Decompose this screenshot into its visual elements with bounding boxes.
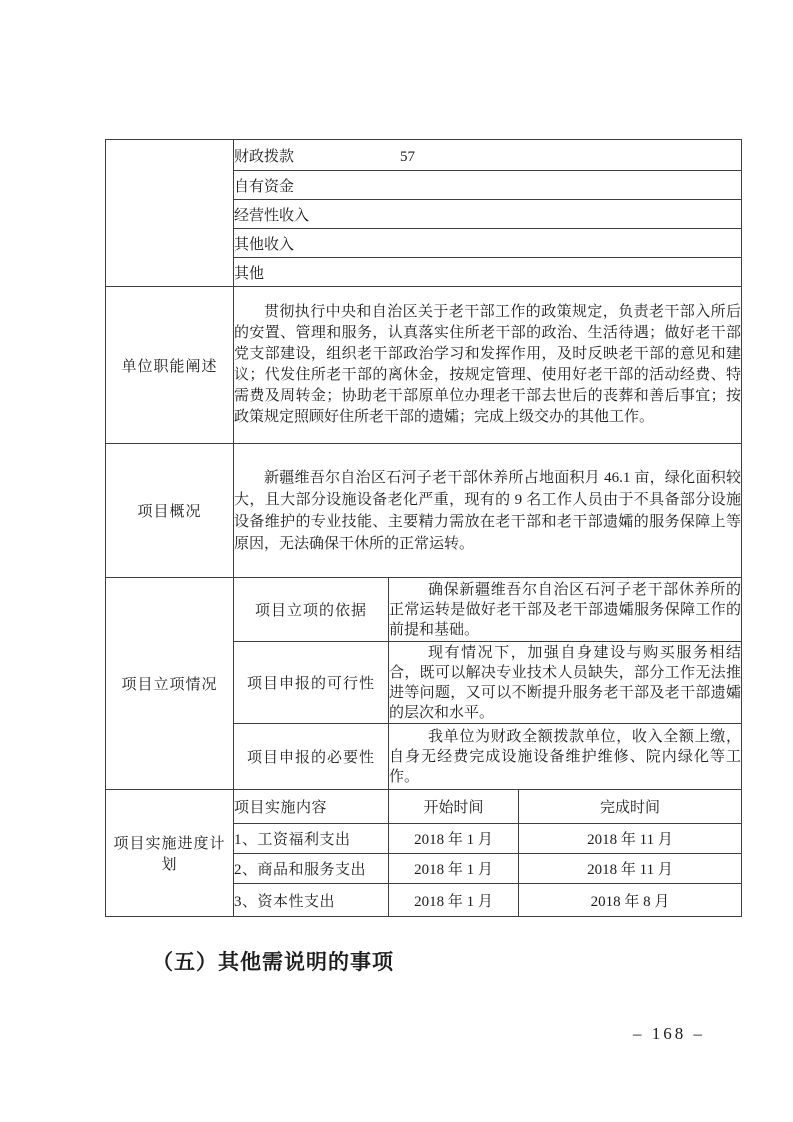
unit-function-text-cell (234, 287, 742, 444)
income-row-other (234, 258, 742, 287)
project-overview-label: 项目概况 (106, 444, 234, 578)
income-row-operating (234, 200, 742, 229)
table-row (106, 790, 742, 824)
unit-function-label: 单位职能阐述 (106, 287, 234, 444)
income-label: 财政拨款 (234, 148, 295, 165)
income-row-fiscal (234, 140, 742, 171)
schedule-row-end: 2018 年 8 月 (519, 884, 742, 917)
income-label: 其他 (234, 265, 265, 282)
schedule-row-end: 2018 年 11 月 (519, 854, 742, 884)
approval-feasibility-label: 项目申报的可行性 (234, 642, 389, 724)
approval-necessity-label: 项目申报的必要性 (234, 724, 389, 790)
schedule-row-content: 3、资本性支出 (234, 884, 389, 917)
unit-function-text: 贯彻执行中央和自治区关于老干部工作的政策规定，负责老干部入所后的安置、管理和服务，认真落实住所老干部的政治、生活待遇；做好老干部党支部建设，组织老干部政治学习和发挥作用，及时反映老干部的意见和建议；代发住所老干部的离休金，按规定管理、使用好老干部的活动经费、特需费及周转金；协助老干部原单位办理老干部去世后的丧葬和善后事宜；按政策规定照顾好住所老干部的遗孀；完成上级交办的其他工作。 (234, 304, 741, 425)
income-section-label-cell (106, 140, 234, 287)
page-number: – 168 – (633, 1024, 705, 1043)
schedule-row-start: 2018 年 1 月 (389, 884, 519, 917)
schedule-row-end: 2018 年 11 月 (519, 824, 742, 854)
approval-basis-text: 确保新疆维吾尔自治区石河子老干部休养所的正常运转是做好老干部及老干部遗孀服务保障工作的前提和基础。 (389, 581, 741, 638)
income-label: 经营性收入 (234, 207, 310, 224)
approval-basis-label: 项目立项的依据 (234, 578, 389, 642)
approval-feasibility-text-cell (389, 642, 742, 724)
approval-feasibility-text: 现有情况下，加强自身建设与购买服务相结合，既可以解决专业技术人员缺失，部分工作无法推进等问题，又可以不断提升服务老干部及老干部遗孀的层次和水平。 (389, 644, 741, 721)
income-label: 其他收入 (234, 236, 295, 253)
budget-detail-table (105, 139, 742, 917)
schedule-label: 项目实施进度计划 (106, 790, 234, 917)
schedule-header-end: 完成时间 (519, 790, 742, 824)
income-row-other-income (234, 229, 742, 258)
schedule-row-content: 1、工资福利支出 (234, 824, 389, 854)
income-label: 自有资金 (234, 178, 295, 195)
schedule-header-start: 开始时间 (389, 790, 519, 824)
section-heading: （五）其他需说明的事项 (152, 950, 394, 974)
project-overview-text-cell (234, 444, 742, 578)
income-row-own-funds (234, 171, 742, 200)
table-row (106, 444, 742, 578)
schedule-row-content: 2、商品和服务支出 (234, 854, 389, 884)
schedule-row-start: 2018 年 1 月 (389, 854, 519, 884)
table-row (106, 578, 742, 642)
income-value: 57 (400, 148, 416, 165)
project-approval-label: 项目立项情况 (106, 578, 234, 790)
table-row (106, 287, 742, 444)
approval-necessity-text: 我单位为财政全额拨款单位，收入全额上缴，自身无经费完成设施设备维护维修、院内绿化等工作。 (389, 728, 741, 785)
schedule-header-content: 项目实施内容 (234, 790, 389, 824)
table-row (106, 140, 742, 171)
project-overview-text: 新疆维吾尔自治区石河子老干部休养所占地面积月 46.1 亩，绿化面积较大，且大部分设施设备老化严重，现有的 9 名工作人员由于不具备部分设施设备维护的专业技能、主要精力需放在老干部和老干部遗孀的服务保障上等原因，无法确保干休所的正常运转。 (234, 469, 741, 552)
approval-necessity-text-cell (389, 724, 742, 790)
approval-basis-text-cell (389, 578, 742, 642)
schedule-row-start: 2018 年 1 月 (389, 824, 519, 854)
